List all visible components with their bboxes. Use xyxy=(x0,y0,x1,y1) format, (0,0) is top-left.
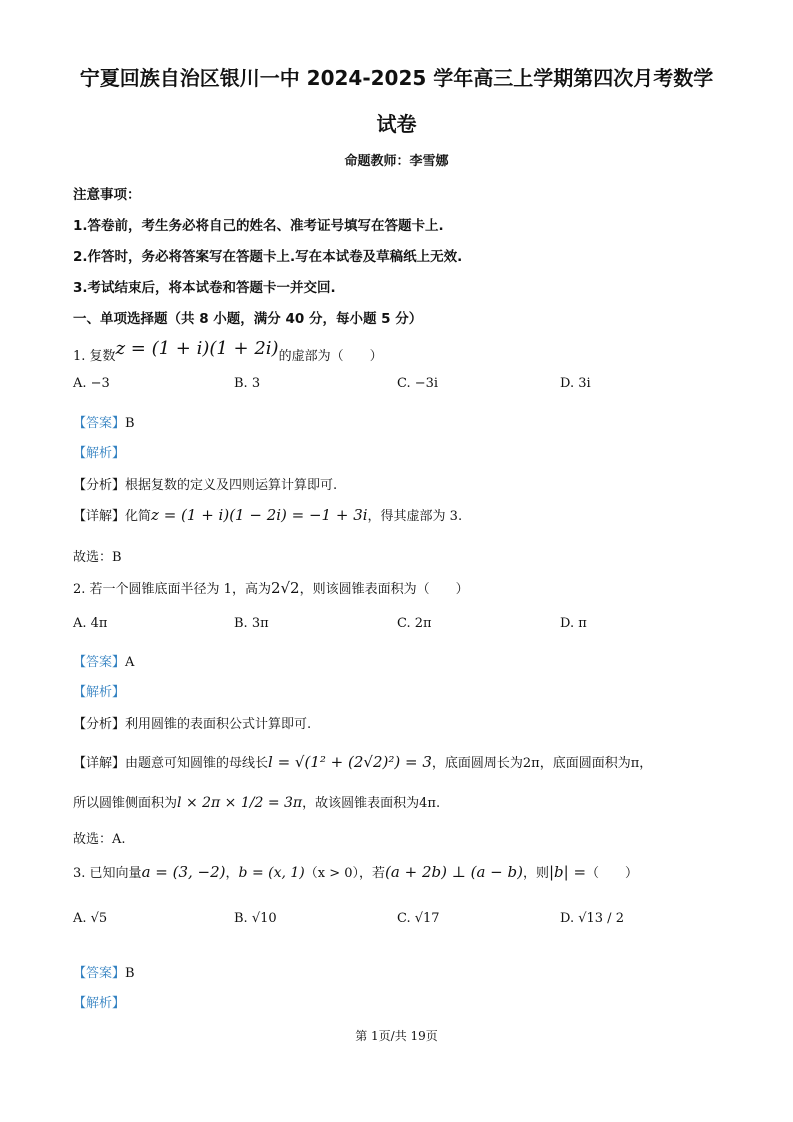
math-expression: (a + 2b) ⊥ (a − b) xyxy=(385,863,523,881)
detail-text: ，得其虚部为 3. xyxy=(367,509,463,524)
option-a: A. √5 xyxy=(73,911,108,926)
option-b: B. 3 xyxy=(234,376,261,391)
option-d: D. π xyxy=(560,616,587,631)
notice-item: 2.作答时，务必将答案写在答题卡上.写在本试卷及草稿纸上无效. xyxy=(73,249,463,265)
question-text: 若一个圆锥底面半径为 1，高为 xyxy=(89,582,271,597)
detail-text: 由题意可知圆锥的母线长 xyxy=(125,756,269,771)
answer-line xyxy=(73,412,135,431)
page-title: 宁夏回族自治区银川一中 2024-2025 学年高三上学期第四次月考数学 xyxy=(79,66,714,90)
option-d: D. 3i xyxy=(560,376,591,391)
question-number: 1. xyxy=(73,349,86,364)
math-expression: l = √(1² + (2√2)²) = 3 xyxy=(268,753,432,771)
option-c: C. −3i xyxy=(397,376,439,391)
question-text: 复数 xyxy=(89,349,116,364)
answer-value: B xyxy=(125,416,135,431)
question-2 xyxy=(73,578,469,597)
option-c: C. √17 xyxy=(397,911,440,926)
question-1 xyxy=(73,338,383,365)
detail-text: ， xyxy=(639,756,653,771)
math-expression: z = (1 + i)(1 − 2i) = −1 + 3i xyxy=(151,506,368,524)
detail-line xyxy=(73,752,652,771)
analysis-label: 【解析】 xyxy=(73,685,126,700)
question-text: ，则该圆锥表面积为（ ） xyxy=(299,582,469,597)
math-expression: 2π xyxy=(522,756,540,771)
detail-text: 化简 xyxy=(125,509,152,524)
math-expression: π xyxy=(630,756,640,771)
fenxi-line xyxy=(73,474,337,493)
answer-line xyxy=(73,962,135,981)
detail-label: 【详解】 xyxy=(73,756,126,771)
option-a: A. −3 xyxy=(73,376,110,391)
page-title-continued: 试卷 xyxy=(376,112,417,136)
fenxi-label: 【分析】 xyxy=(73,717,126,732)
math-expression: l × 2π × 1/2 = 3π xyxy=(177,795,303,811)
detail-text: ，底面圆周长为 xyxy=(431,756,523,771)
answer-label: 【答案】 xyxy=(73,966,126,981)
detail-line xyxy=(73,505,462,524)
math-expression: 4π xyxy=(419,796,436,811)
detail-label: 【详解】 xyxy=(73,509,126,524)
fenxi-label: 【分析】 xyxy=(73,478,126,493)
option-c: C. 2π xyxy=(397,616,432,631)
fenxi-text: 利用圆锥的表面积公式计算即可. xyxy=(125,717,312,732)
math-expression: a = (3, −2) xyxy=(141,863,226,881)
question-text: ，若 xyxy=(359,866,386,881)
page-footer: 第 1页/共 19页 xyxy=(355,1029,438,1043)
answer-value: A xyxy=(125,655,135,670)
fenxi-text: 根据复数的定义及四则运算计算即可. xyxy=(125,478,338,493)
question-text: ， xyxy=(225,866,239,881)
question-text: 已知向量 xyxy=(89,866,142,881)
math-expression: |b| = xyxy=(548,863,587,881)
answer-line xyxy=(73,651,134,670)
question-text: ，则 xyxy=(522,866,549,881)
question-3 xyxy=(73,862,638,881)
detail-text: ，底面圆面积为 xyxy=(539,756,631,771)
notice-heading: 注意事项： xyxy=(73,187,141,203)
math-expression: （x > 0） xyxy=(304,866,360,881)
analysis-label: 【解析】 xyxy=(73,446,126,461)
option-a: A. 4π xyxy=(73,616,108,631)
math-expression: b = (x, 1) xyxy=(238,865,305,881)
fenxi-line xyxy=(73,713,311,732)
question-text: 的虚部为（ ） xyxy=(278,349,383,364)
analysis-label: 【解析】 xyxy=(73,996,126,1011)
detail-text: ，故该圆锥表面积为 xyxy=(302,796,420,811)
option-b: B. 3π xyxy=(234,616,269,631)
notice-item: 1.答卷前，考生务必将自己的姓名、准考证号填写在答题卡上. xyxy=(73,218,444,234)
detail-text: . xyxy=(435,796,441,811)
math-expression: z = (1 + i)(1 + 2i) xyxy=(115,338,279,359)
notice-item: 3.考试结束后，将本试卷和答题卡一并交回. xyxy=(73,280,336,296)
option-d: D. √13 / 2 xyxy=(560,911,624,926)
section-heading: 一、单项选择题（共 8 小题，满分 40 分，每小题 5 分） xyxy=(73,311,423,327)
answer-label: 【答案】 xyxy=(73,655,126,670)
author-line: 命题教师：李雪娜 xyxy=(344,154,449,169)
question-number: 2. xyxy=(73,582,86,597)
answer-value: B xyxy=(125,966,135,981)
question-text: （ ） xyxy=(586,866,639,881)
detail-text: 所以圆锥侧面积为 xyxy=(73,796,178,811)
answer-label: 【答案】 xyxy=(73,416,126,431)
option-b: B. √10 xyxy=(234,911,277,926)
detail-line-2 xyxy=(73,792,440,811)
choice-line: 故选：B xyxy=(73,550,122,565)
math-expression: 2√2 xyxy=(270,579,300,597)
choice-line: 故选：A. xyxy=(73,832,126,847)
question-number: 3. xyxy=(73,866,86,881)
